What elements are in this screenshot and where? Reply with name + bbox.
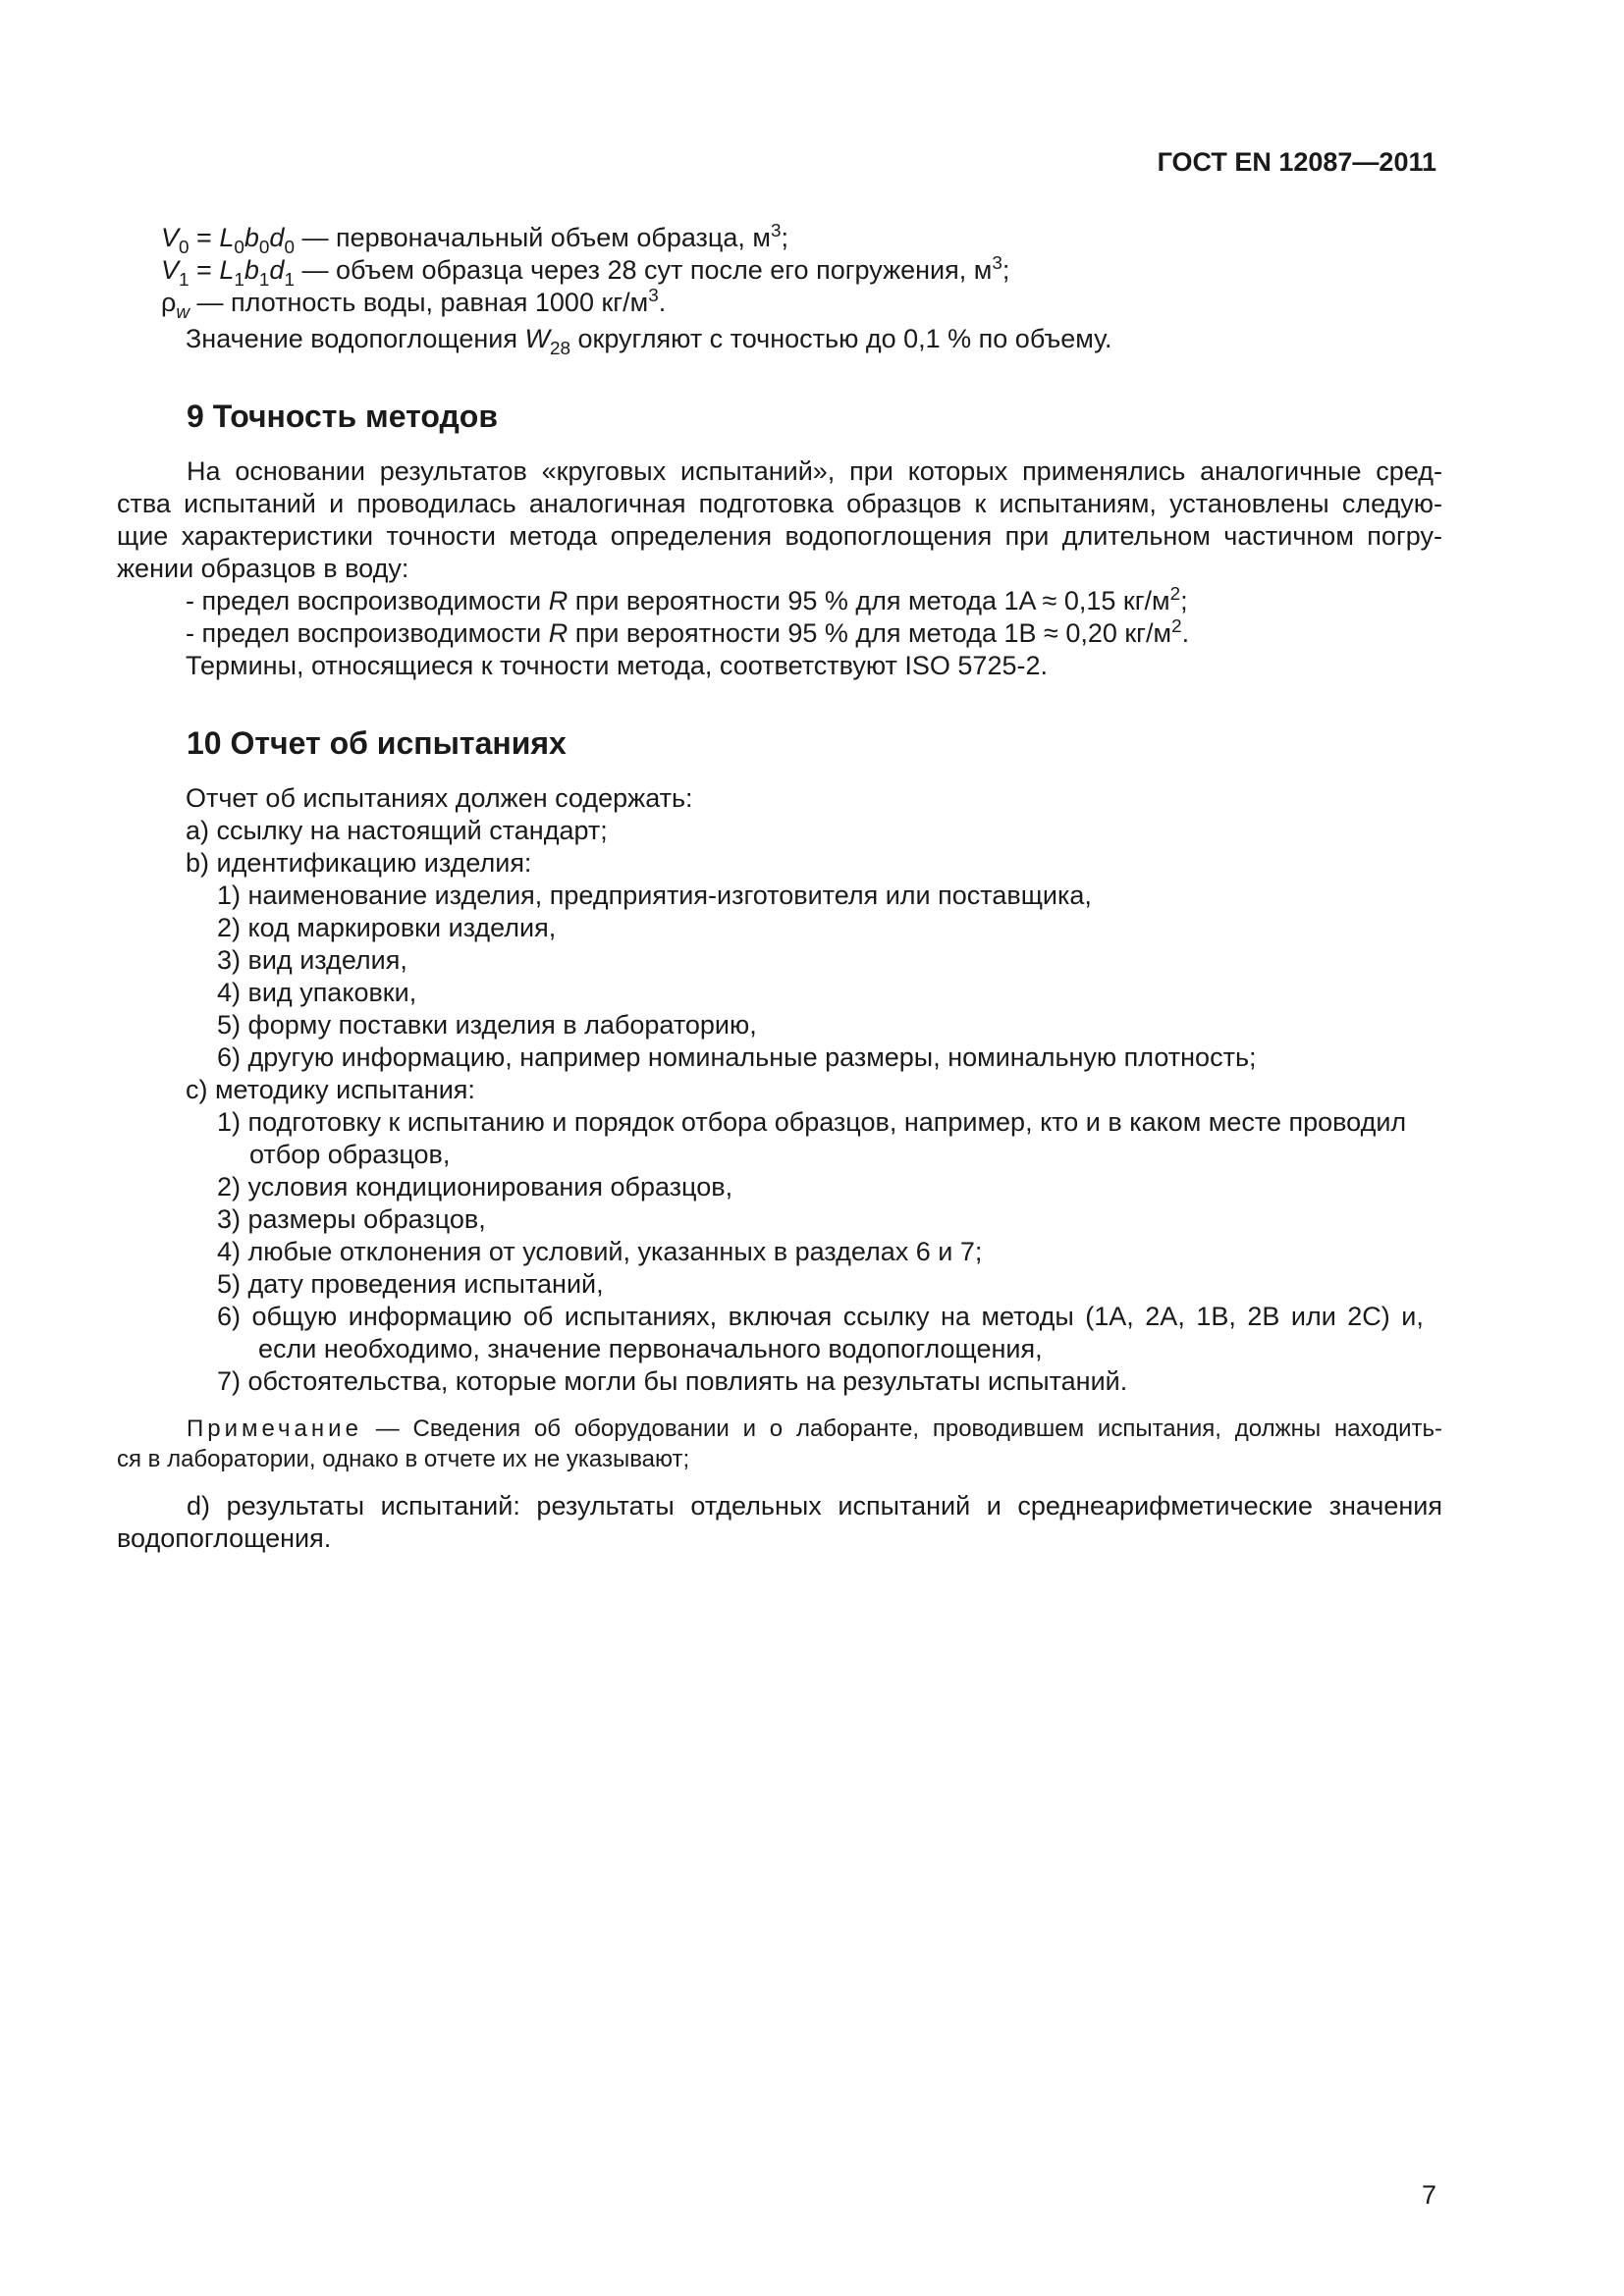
section-9-paragraph [117,455,1442,585]
list-item: 5) дату проведения испытаний, [217,1269,604,1299]
list-item: 6) другую информацию, например номинальные размеры, номинальную плотность; [217,1042,1257,1072]
list-item-a: a) ссылку на настоящий стандарт; [186,816,608,845]
list-item-continuation: отбор образцов, [249,1140,451,1169]
document-header: ГОСТ EN 12087—2011 [1157,147,1436,177]
formula-rho: $\rho_w$ — плотность воды, равная 1000 $кг/м^3$. [161,286,667,323]
list-item-d [117,1490,1442,1555]
list-item: 1) наименование изделия, предприятия-изготовителя или поставщика, [217,881,1092,910]
paragraph-line: На основании результатов «круговых испытаний», при которых применялись аналогичные сред- [187,456,1442,486]
list-item: 1) подготовку к испытанию и порядок отбора образцов, например, кто и в каком месте проводил [217,1107,1407,1137]
note-text-continuation: ся в лаборатории, однако в отчете их не указывают; [117,1446,690,1472]
list-item: 5) форму поставки изделия в лабораторию, [217,1010,757,1040]
section-9-heading: 9 Точность методов [187,399,498,434]
paragraph-line: жении образцов в воду: [117,554,409,583]
list-item: 3) размеры образцов, [217,1204,486,1234]
terms-reference: Термины, относящиеся к точности метода, соответствуют ISO 5725-2. [186,651,1048,680]
list-item: 6) общую информацию об испытаниях, включая ссылку на методы (1A, 2A, 1B, 2B или 2C) и, [217,1302,1424,1331]
formula-v0: $V_0 = L_0b_0d_0$ — первоначальный объем образца, $м^3$; [161,221,789,258]
paragraph-line: щие характеристики точности метода определения водопоглощения при длительном частичном погру- [117,521,1442,551]
page-number: 7 [1421,2180,1436,2210]
list-item: 3) вид изделия, [217,945,407,975]
reproducibility-item-2: - предел воспроизводимости R при вероятности 95 % для метода 1B ≈ 0,20 $кг/м^2$. [186,616,1190,648]
list-item-continuation: если необходимо, значение первоначального водопоглощения, [258,1334,1043,1363]
report-contents-list [117,782,1442,1398]
list-item: 2) код маркировки изделия, [217,913,557,942]
list-item-c: c) методику испытания: [186,1075,475,1104]
section-10-heading: 10 Отчет об испытаниях [187,725,567,761]
reproducibility-item-1: - предел воспроизводимости R при вероятности 95 % для метода 1A ≈ 0,15 $кг/м^2$; [186,584,1188,615]
document-body [117,222,1442,1555]
note-text: — Сведения об оборудовании и о лаборанте, проводившем испытания, должны находить- [361,1415,1442,1442]
note-label: Примечание [187,1415,362,1442]
list-item: 4) вид упаковки, [217,978,417,1007]
rounding-note: Значение водопоглощения $W_{28}$ округляют с точностью до 0,1 % по объему. [186,324,1112,359]
list-item: 4) любые отклонения от условий, указанных в разделах 6 и 7; [217,1237,983,1266]
paragraph-line: d) результаты испытаний: результаты отдельных испытаний и среднеарифметические значения [187,1491,1442,1521]
list-item-b: b) идентификацию изделия: [186,848,532,878]
list-item: 2) условия кондиционирования образцов, [217,1172,733,1201]
formula-v1: $V_1 = L_1b_1d_1$ — объем образца через 28 сут после его погружения, $м^3$; [161,253,1010,291]
paragraph-line: водопоглощения. [117,1523,332,1553]
paragraph-line: ства испытаний и проводилась аналогичная подготовка образцов к испытаниям, установлены следую- [117,489,1442,518]
list-item: 7) обстоятельства, которые могли бы повлиять на результаты испытаний. [217,1366,1128,1396]
list-intro: Отчет об испытаниях должен содержать: [186,783,693,813]
note-block [117,1414,1442,1474]
